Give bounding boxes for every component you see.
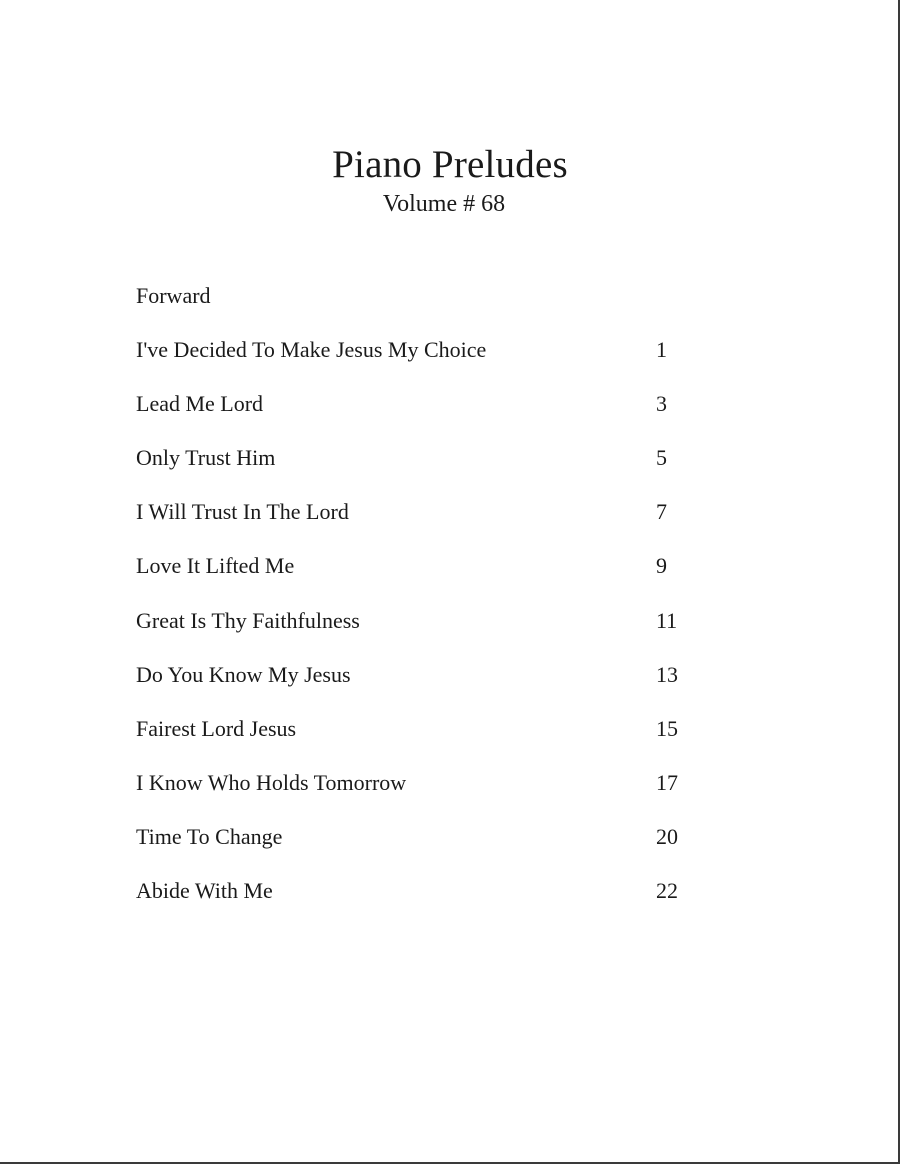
- toc-entry-title: I've Decided To Make Jesus My Choice: [136, 337, 487, 363]
- toc-entry-page: 11: [656, 607, 678, 633]
- toc-entry-page: 20: [656, 823, 678, 849]
- toc-entry-page: 3: [656, 391, 667, 417]
- toc-entry: [136, 660, 696, 714]
- toc-entry: [136, 281, 696, 335]
- toc-entry: [136, 551, 696, 605]
- toc-entry: [136, 335, 696, 389]
- volume-subtitle: Volume # 68: [382, 191, 506, 217]
- toc-entry: [136, 443, 696, 497]
- toc-entry-page: 22: [656, 878, 678, 904]
- table-of-contents: [136, 281, 696, 930]
- toc-entry: [136, 389, 696, 443]
- page-title: Piano Preludes: [332, 143, 568, 186]
- toc-entry-title: Time To Change: [136, 823, 283, 849]
- toc-entry: [136, 497, 696, 551]
- toc-entry: [136, 714, 696, 768]
- toc-entry-title: Only Trust Him: [136, 445, 276, 471]
- toc-entry-title: I Will Trust In The Lord: [136, 499, 349, 525]
- toc-entry-title: I Know Who Holds Tomorrow: [136, 769, 407, 795]
- toc-entry: [136, 822, 696, 876]
- toc-entry-title: Great Is Thy Faithfulness: [136, 607, 360, 633]
- toc-entry-title: Forward: [136, 283, 211, 308]
- toc-entry-title: Love It Lifted Me: [136, 553, 295, 579]
- toc-entry-page: 17: [656, 769, 678, 795]
- toc-entry-title: Do You Know My Jesus: [136, 661, 351, 687]
- toc-entry: [136, 606, 696, 660]
- toc-entry-title: Fairest Lord Jesus: [136, 715, 297, 741]
- toc-entry-page: 15: [656, 715, 678, 741]
- toc-entry-page: 13: [656, 661, 678, 687]
- toc-entry-page: 1: [656, 337, 667, 363]
- toc-entry: [136, 768, 696, 822]
- toc-entry-title: Abide With Me: [136, 878, 273, 904]
- toc-entry-page: 5: [656, 445, 667, 471]
- toc-entry-page: 7: [656, 499, 667, 525]
- toc-entry: [136, 876, 696, 930]
- toc-entry-title: Lead Me Lord: [136, 391, 264, 417]
- toc-entry-page: 9: [656, 553, 667, 579]
